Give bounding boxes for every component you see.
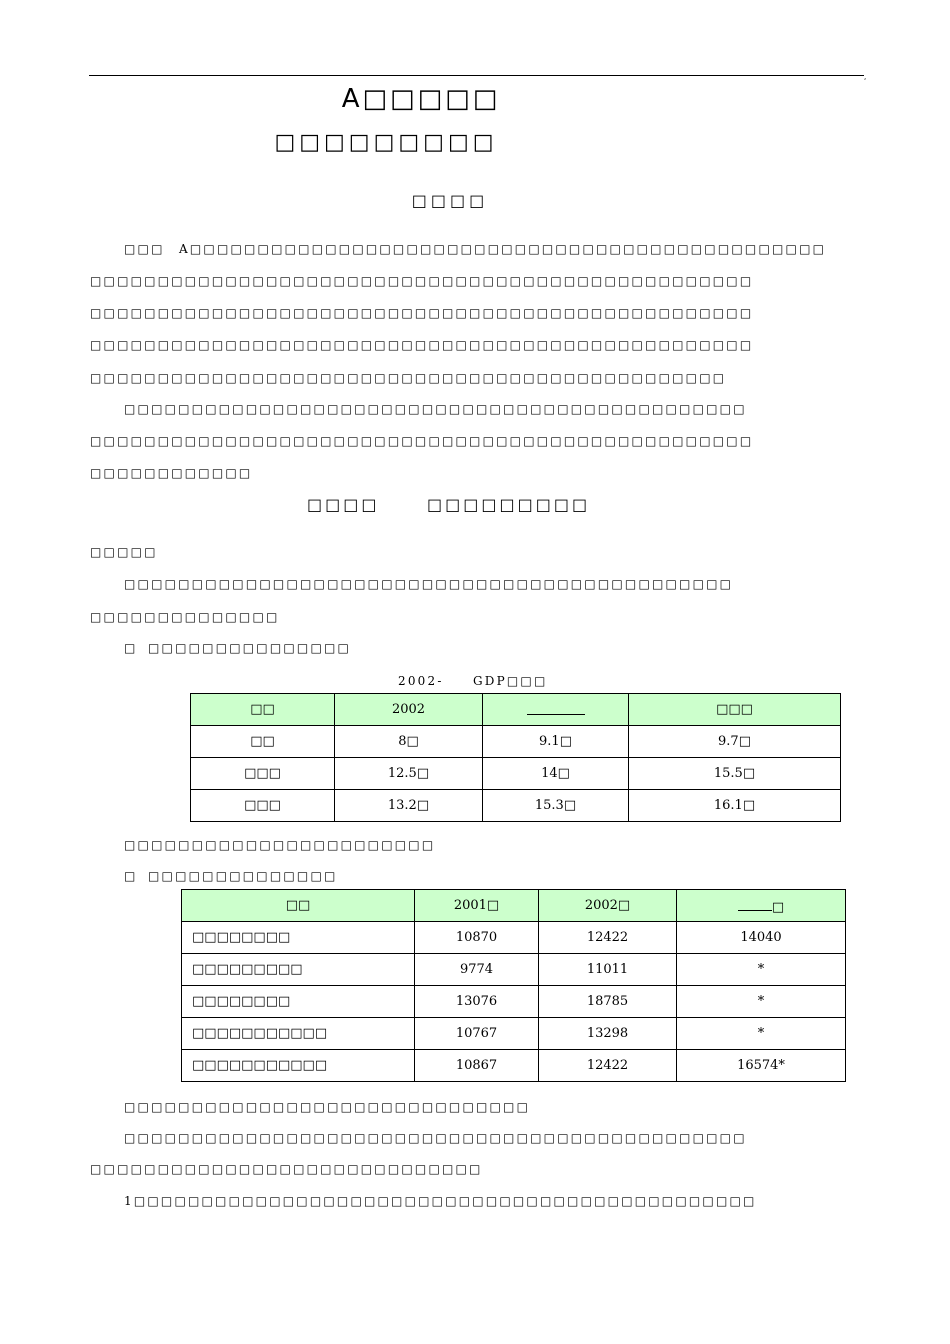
blank-underline bbox=[527, 700, 585, 715]
table-cell: 15.5□ bbox=[629, 758, 841, 790]
table-cell: 8□ bbox=[335, 726, 483, 758]
intro-label: □□□ bbox=[124, 242, 165, 256]
header-mark: , bbox=[864, 73, 867, 81]
document-title: A□□□□□ bbox=[341, 84, 501, 114]
item1-bullet: □ bbox=[124, 641, 138, 655]
table-cell: 10867 bbox=[415, 1050, 539, 1082]
table-cell: 13076 bbox=[415, 986, 539, 1018]
note-2: □□□□□□□□□□□□□□□□□□□□□□□□□□□□□□ bbox=[124, 1100, 531, 1114]
para2-line-3: □□□□□□□□□□□□ bbox=[90, 466, 253, 480]
para4-line-2: □□□□□□□□□□□□□□□□□□□□□□□□□□□□□ bbox=[90, 1162, 483, 1176]
table-header-cell bbox=[483, 694, 629, 726]
chapter-title: □□□□□□□□□ bbox=[427, 495, 591, 514]
table-cell: 16.1□ bbox=[629, 790, 841, 822]
intro-line-3: □□□□□□□□□□□□□□□□□□□□□□□□□□□□□□□□□□□□□□□□□□□□□□□□□ bbox=[90, 306, 754, 320]
table-header-cell: 2002 bbox=[335, 694, 483, 726]
note-1: □□□□□□□□□□□□□□□□□□□□□□□ bbox=[124, 838, 436, 852]
table-cell: 10767 bbox=[415, 1018, 539, 1050]
table-row bbox=[182, 1018, 846, 1050]
chapter-number: □□□□ bbox=[307, 495, 380, 514]
table-cell: 13.2□ bbox=[335, 790, 483, 822]
table-row bbox=[182, 986, 846, 1018]
table-cell: 12422 bbox=[539, 1050, 677, 1082]
table-cell: □□□□□□□□ bbox=[182, 922, 415, 954]
table-cell: 15.3□ bbox=[483, 790, 629, 822]
table-cell: 10870 bbox=[415, 922, 539, 954]
intro-line-5: □□□□□□□□□□□□□□□□□□□□□□□□□□□□□□□□□□□□□□□□□□□□□□□ bbox=[90, 371, 727, 385]
table-cell: 9.1□ bbox=[483, 726, 629, 758]
table-cell: * bbox=[677, 1018, 846, 1050]
table-header-cell bbox=[677, 890, 846, 922]
item1-text: □□□□□□□□□□□□□□□ bbox=[148, 641, 352, 655]
item3-text: 1□□□□□□□□□□□□□□□□□□□□□□□□□□□□□□□□□□□□□□□□□□□□□□ bbox=[124, 1194, 757, 1208]
table-row bbox=[191, 758, 841, 790]
table-row bbox=[191, 790, 841, 822]
table-cell: 12422 bbox=[539, 922, 677, 954]
table1-caption-year: 2002- bbox=[398, 674, 444, 688]
table-header-cell: □□ bbox=[191, 694, 335, 726]
income-table bbox=[181, 889, 846, 1082]
header-rule bbox=[89, 75, 864, 76]
document-subtitle: □□□□□□□□□ bbox=[274, 130, 498, 155]
table-row bbox=[182, 954, 846, 986]
table-row bbox=[182, 922, 846, 954]
para2-line-1: □□□□□□□□□□□□□□□□□□□□□□□□□□□□□□□□□□□□□□□□□□□□□□ bbox=[124, 402, 747, 416]
table-cell: * bbox=[677, 986, 846, 1018]
table-cell: * bbox=[677, 954, 846, 986]
table-header-row bbox=[182, 890, 846, 922]
blank-underline bbox=[738, 896, 772, 911]
para4-line-1: □□□□□□□□□□□□□□□□□□□□□□□□□□□□□□□□□□□□□□□□□□□□□□ bbox=[124, 1131, 747, 1145]
table-cell: 14040 bbox=[677, 922, 846, 954]
item2-text: □□□□□□□□□□□□□□ bbox=[148, 869, 338, 883]
table-row bbox=[182, 1050, 846, 1082]
intro-line-1: A□□□□□□□□□□□□□□□□□□□□□□□□□□□□□□□□□□□□□□□□□□□□□□□ bbox=[179, 242, 827, 256]
table-cell: 13298 bbox=[539, 1018, 677, 1050]
subheading-1: □□□□□ bbox=[90, 545, 158, 559]
table-cell: 14□ bbox=[483, 758, 629, 790]
table-row bbox=[191, 726, 841, 758]
table-header-cell: 2001□ bbox=[415, 890, 539, 922]
para3-line-2: □□□□□□□□□□□□□□ bbox=[90, 610, 280, 624]
table-cell: 12.5□ bbox=[335, 758, 483, 790]
table1-caption-label: GDP□□□ bbox=[473, 674, 548, 688]
intro-line-2: □□□□□□□□□□□□□□□□□□□□□□□□□□□□□□□□□□□□□□□□□□□□□□□□□ bbox=[90, 274, 754, 288]
intro-line-4: □□□□□□□□□□□□□□□□□□□□□□□□□□□□□□□□□□□□□□□□□□□□□□□□□ bbox=[90, 338, 754, 352]
table-cell: □□□□□□□□□□□ bbox=[182, 1050, 415, 1082]
table-header-row bbox=[191, 694, 841, 726]
item2-bullet: □ bbox=[124, 869, 138, 883]
table-header-cell: 2002□ bbox=[539, 890, 677, 922]
table-cell: 9.7□ bbox=[629, 726, 841, 758]
gdp-table bbox=[190, 693, 841, 822]
para2-line-2: □□□□□□□□□□□□□□□□□□□□□□□□□□□□□□□□□□□□□□□□□□□□□□□□□ bbox=[90, 434, 754, 448]
section-heading: □□□□ bbox=[411, 191, 489, 210]
table-cell: 16574* bbox=[677, 1050, 846, 1082]
table-cell: 18785 bbox=[539, 986, 677, 1018]
table-header-cell: □□ bbox=[182, 890, 415, 922]
table-cell: 11011 bbox=[539, 954, 677, 986]
table-cell: □□ bbox=[191, 726, 335, 758]
table-cell: 9774 bbox=[415, 954, 539, 986]
table-cell: □□□ bbox=[191, 758, 335, 790]
table-cell: □□□□□□□□□□□ bbox=[182, 1018, 415, 1050]
table-header-cell: □□□ bbox=[629, 694, 841, 726]
table-cell: □□□□□□□□ bbox=[182, 986, 415, 1018]
para3-line-1: □□□□□□□□□□□□□□□□□□□□□□□□□□□□□□□□□□□□□□□□□□□□□ bbox=[124, 577, 734, 591]
table-cell: □□□□□□□□□ bbox=[182, 954, 415, 986]
table-cell: □□□ bbox=[191, 790, 335, 822]
header-suffix: □ bbox=[771, 900, 785, 915]
